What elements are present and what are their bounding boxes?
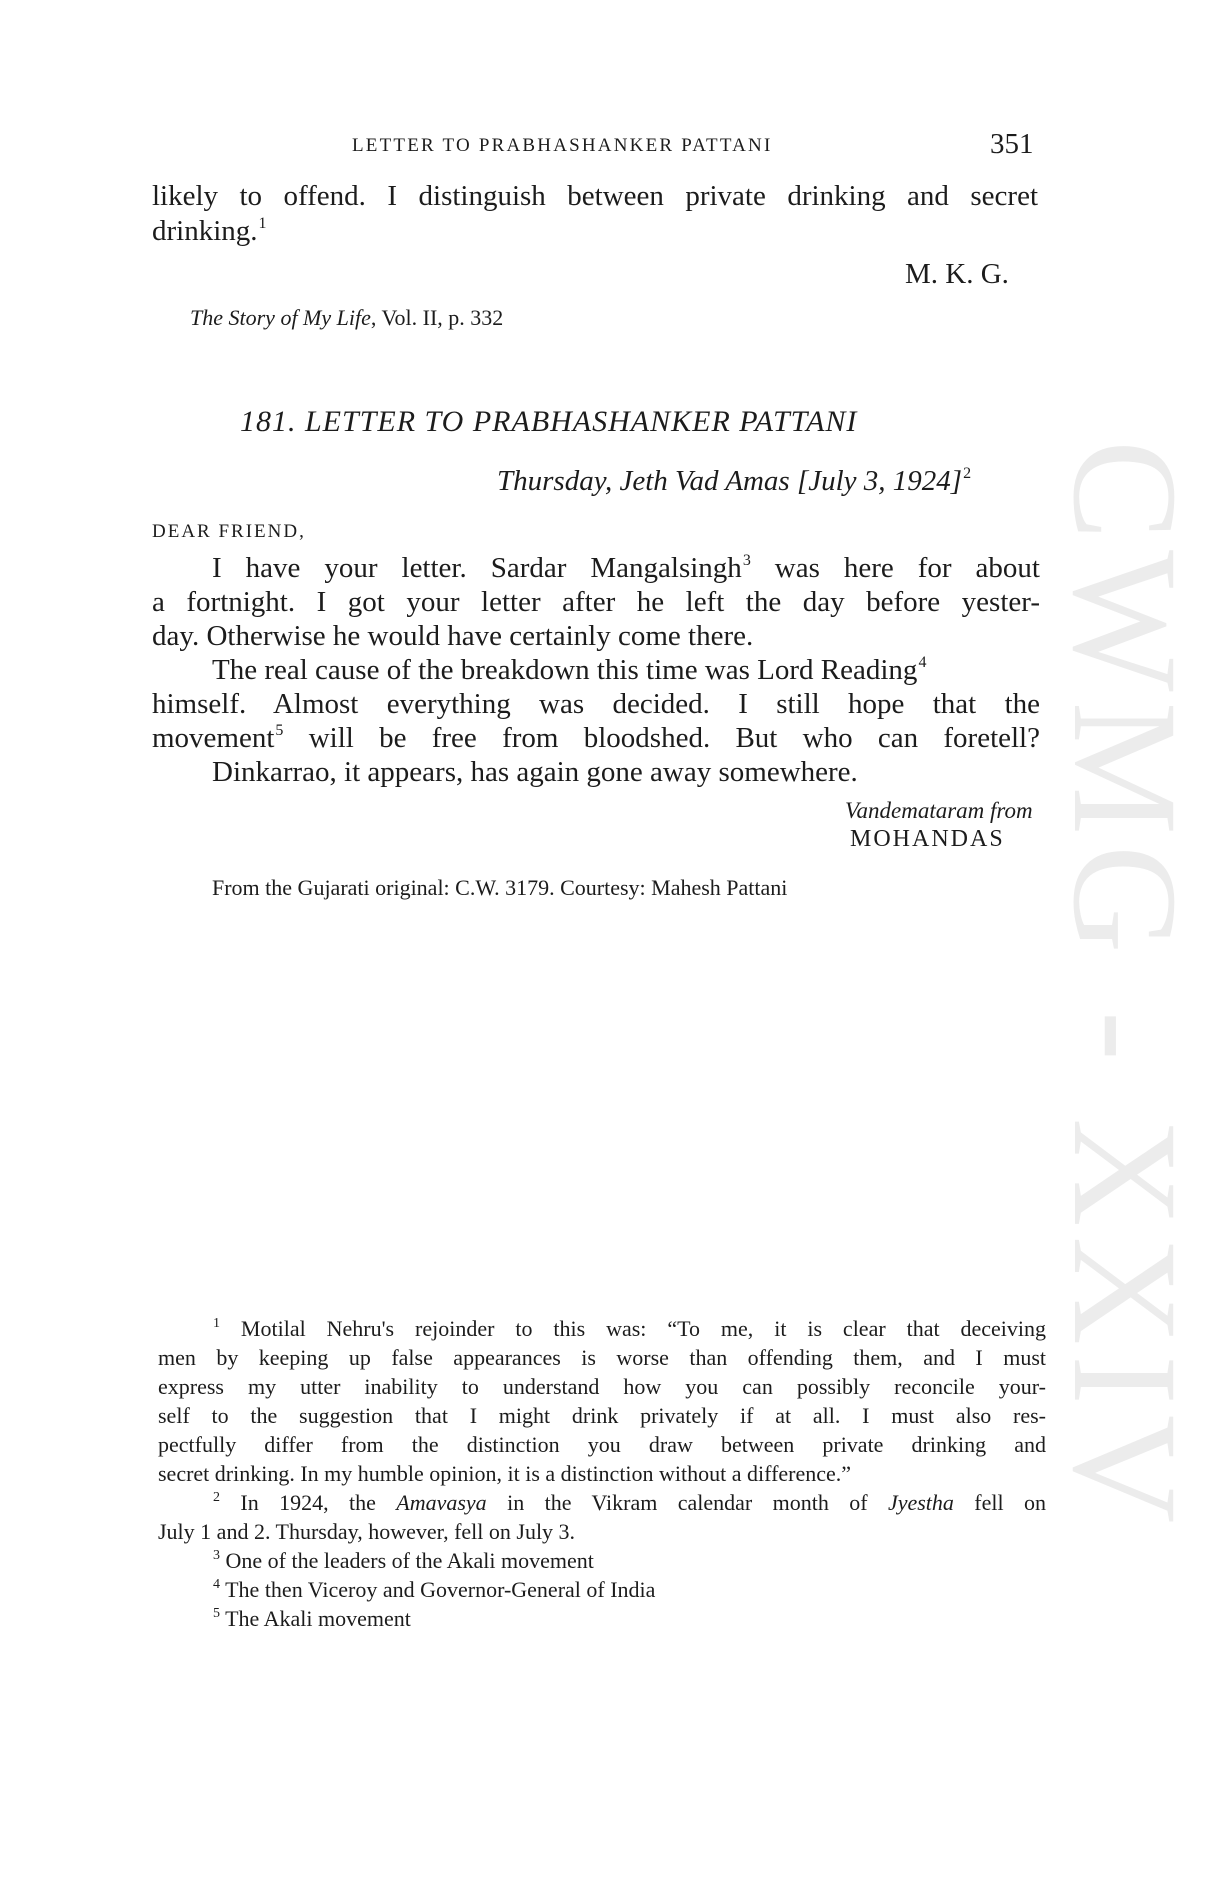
source-book-title: The Story of My Life: [190, 305, 371, 330]
p2-line-3: [152, 722, 1040, 755]
source-note: From the Gujarati original: C.W. 3179. Courtesy: Mahesh Pattani: [212, 875, 788, 900]
footnote-1-line-6: secret drinking. In my humble opinion, it is a distinction without a difference.”: [158, 1461, 852, 1486]
footnote-1-number: 1: [213, 1316, 220, 1331]
footnote-1-line-5: pectfully differ from the distinction you draw between private drinking and: [158, 1432, 1046, 1457]
footnote-1-line-2: men by keeping up false appearances is worse than offending them, and I must: [158, 1345, 1046, 1370]
prev-letter-signature: M. K. G.: [905, 258, 1009, 290]
p1-line-1-a: I have your letter. Sardar Mangalsingh: [212, 552, 742, 584]
p2-line-3-a: movement: [152, 722, 275, 754]
prev-letter-line-2: [152, 215, 267, 248]
footnote-2-amavasya: Amavasya: [396, 1490, 487, 1515]
page-number: 351: [990, 128, 1034, 160]
salutation: DEAR FRIEND,: [152, 521, 306, 542]
footnote-4-text: The then Viceroy and Governor-General of India: [225, 1577, 656, 1602]
footnote-ref-1: 1: [258, 215, 267, 232]
p2-line-1: [212, 654, 1040, 687]
footnote-4-number: 4: [213, 1577, 220, 1592]
footnote-2-text-a: In 1924, the: [240, 1490, 397, 1515]
footnote-5-number: 5: [213, 1606, 220, 1621]
footnote-ref-5: 5: [275, 722, 284, 739]
watermark: CWMG - XXIV: [1042, 440, 1208, 1534]
prev-letter-line-1: likely to offend. I distinguish between private drinking and secret: [152, 180, 1038, 212]
footnote-3-number: 3: [213, 1548, 220, 1563]
closing: Vandemataram from: [845, 798, 1033, 823]
footnote-4: [212, 1577, 655, 1603]
footnote-2-line-1: [212, 1490, 1046, 1516]
footnote-5-text: The Akali movement: [225, 1606, 411, 1631]
footnote-3-text: One of the leaders of the Akali movement: [225, 1548, 594, 1573]
p2-line-1-a: The real cause of the breakdown this time was Lord Reading: [212, 654, 918, 686]
footnote-1-text-1: Motilal Nehru's rejoinder to this was: “To me, it is clear that deceiving: [240, 1316, 1047, 1341]
letter-heading: 181. LETTER TO PRABHASHANKER PATTANI: [240, 405, 858, 438]
footnote-1-line-1: [212, 1316, 1046, 1342]
p2-line-3-b: will be free from bloodshed. But who can foretell?: [283, 722, 1040, 754]
p1-line-1: [212, 552, 1040, 585]
footnote-2-line-2: July 1 and 2. Thursday, however, fell on July 3.: [158, 1519, 576, 1544]
footnote-5: [212, 1606, 411, 1632]
p3-line-1: Dinkarrao, it appears, has again gone away somewhere.: [212, 756, 858, 788]
dateline: [497, 465, 971, 498]
footnote-1-line-3: express my utter inability to understand how you can possibly reconcile your-: [158, 1374, 1046, 1399]
footnote-1-line-4: self to the suggestion that I might drink privately if at all. I must also res-: [158, 1403, 1046, 1428]
running-header-title: LETTER TO PRABHASHANKER PATTANI: [352, 135, 773, 156]
footnote-2-jyestha: Jyestha: [887, 1490, 954, 1515]
dateline-text: Thursday, Jeth Vad Amas [July 3, 1924]: [497, 465, 963, 497]
source-book-detail: , Vol. II, p. 332: [370, 305, 504, 330]
footnote-ref-3: 3: [742, 552, 751, 569]
p1-line-3: day. Otherwise he would have certainly come there.: [152, 620, 754, 652]
footnote-2-text-c: fell on: [953, 1490, 1046, 1515]
p1-line-1-b: was here for about: [750, 552, 1040, 584]
p2-line-2: himself. Almost everything was decided. I still hope that the: [152, 688, 1040, 720]
p1-line-2: a fortnight. I got your letter after he left the day before yester-: [152, 586, 1040, 618]
footnote-2-number: 2: [213, 1490, 220, 1505]
prev-letter-line-2-text: drinking.: [152, 215, 258, 247]
footnote-3: [212, 1548, 594, 1574]
signature: MOHANDAS: [850, 826, 1005, 852]
footnote-2-text-b: in the Vikram calendar month of: [486, 1490, 888, 1515]
footnote-ref-2: 2: [963, 465, 972, 482]
prev-letter-source: [190, 305, 503, 331]
footnote-ref-4: 4: [918, 654, 927, 671]
